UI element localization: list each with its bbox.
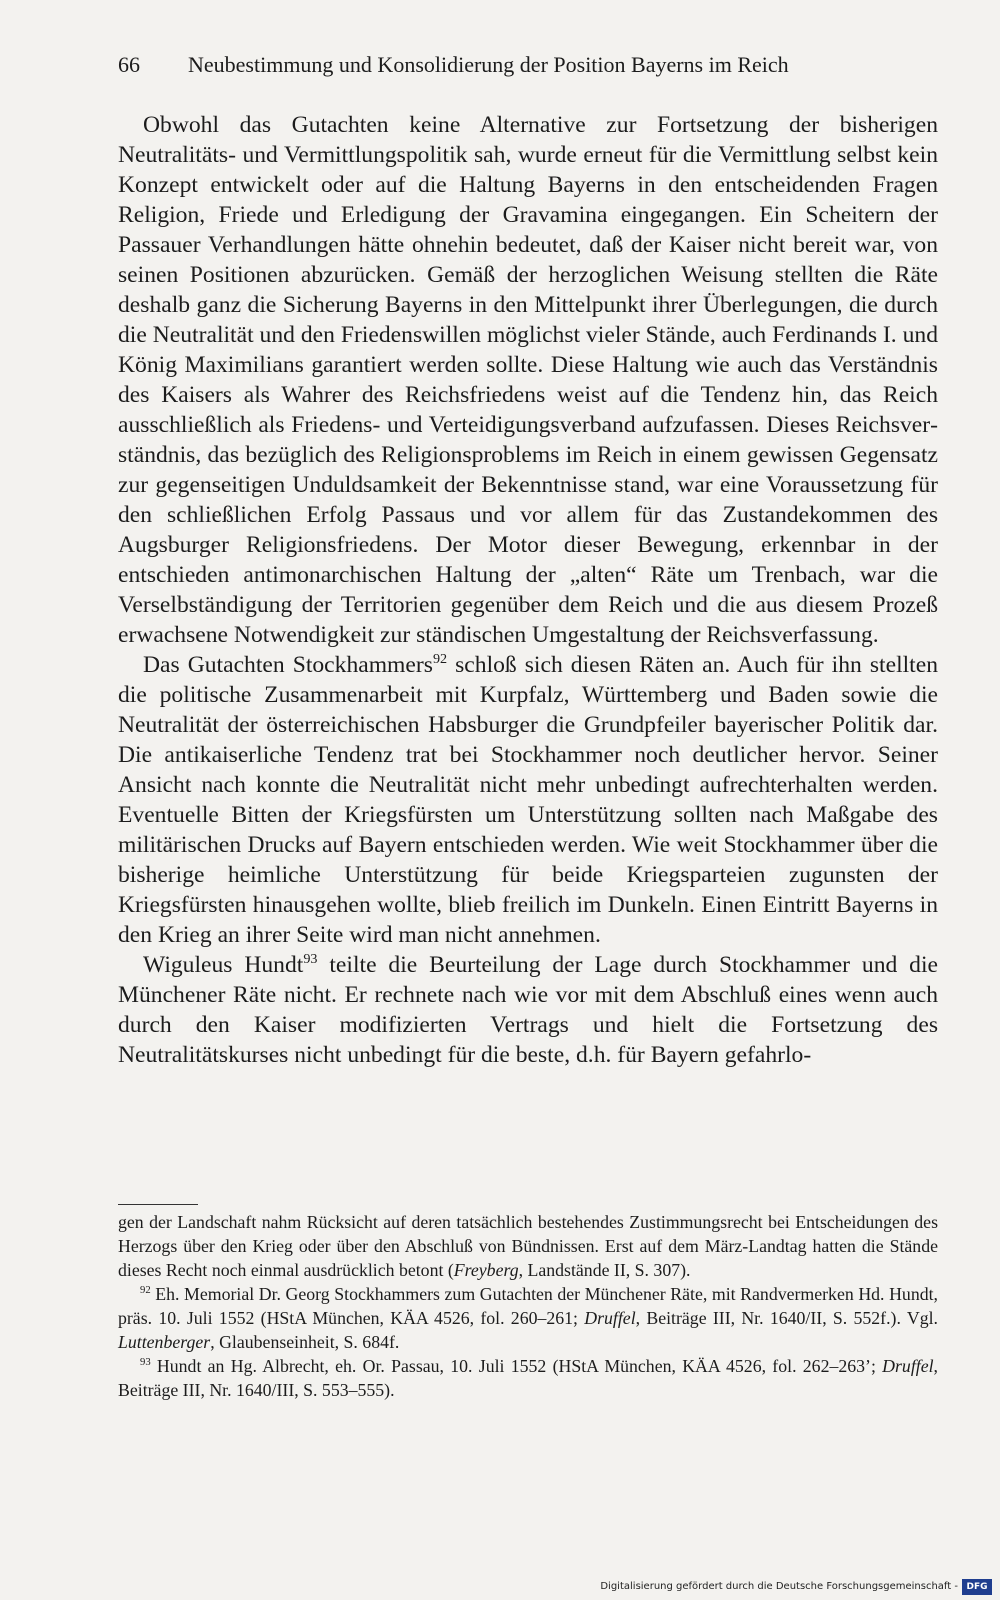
footnote-93 xyxy=(118,1354,938,1402)
footnote-92 xyxy=(118,1282,938,1354)
footnote-ref-93[interactable]: 93 xyxy=(303,951,318,968)
paragraph-3-rest: teilte die Beurteilung der Lage durch Stockhammer und die Münchener Räte nicht. Er rechnete nach wie vor mit dem Abschluß eines wenn auch durch den Kaiser modifizierten Vertrags und hielt die Fortsetzung des Neutralitätskurses nicht unbedingt für die beste, d.h. für Bayern gefahrlo- xyxy=(118,952,938,1068)
footnote-92-text-1: Eh. Memorial Dr. Georg Stockhammers zum Gutachten der Münchener Räte, mit Randvermerken Hd. Hundt, präs. 10. Juli 1552 (HStA München, KÄA 4526, fol. 260–261; xyxy=(118,1284,938,1328)
paragraph-2-start: Das Gutachten Stockhammers xyxy=(143,652,433,678)
footnote-continuation-text: gen der Landschaft nahm Rücksicht auf deren tatsächlich bestehendes Zustimmungsrecht bei Entscheidungen des Herzogs über den Krieg oder über den Abschluß von Bündnissen. Erst auf dem März-Landtag hatten die Stände dieses Recht noch einmal ausdrücklich betont ( xyxy=(118,1212,938,1280)
footnote-ref-92[interactable]: 92 xyxy=(432,651,448,668)
paragraph-3 xyxy=(118,950,938,1070)
paragraph-2-rest: schloß sich diesen Räten an. Auch für ihn stellten die politische Zusammenarbeit mit Kurpfalz, Württemberg und Baden sowie die Neutralität der österreichischen Habsburger die Grundpfeiler bayerischer Politik dar. Die antikaiserliche Tendenz trat bei Stockhammer noch deutlicher hervor. Seiner Ansicht nach konnte die Neutralität nicht mehr unbedingt aufrechterhalten werden. Eventuelle Bitten der Kriegsfürsten um Unterstützung sollten nach Maßgabe des militärischen Drucks auf Bayern entschieden werden. Wie weit Stockhammer über die bisherige heimliche Unterstützung für beide Kriegsparteien zugunsten der Kriegsfürsten hinausgehen wollte, blieb freilich im Dunkeln. Einen Eintritt Bayerns in den Krieg an ihrer Seite wird man nicht annehmen. xyxy=(118,652,939,948)
footnote-continuation-end: , Landstände II, S. 307). xyxy=(518,1260,691,1280)
footnote-92-text-3: , Glaubenseinheit, S. 684f. xyxy=(210,1332,400,1352)
footnote-92-text-2: , Beiträge III, Nr. 1640/II, S. 552f.). Vgl. xyxy=(635,1308,938,1328)
page-number: 66 xyxy=(118,52,140,77)
footnote-number-92: 92 xyxy=(140,1284,151,1297)
cited-author: Freyberg xyxy=(453,1260,519,1280)
cited-author: Druffel xyxy=(584,1308,636,1328)
paragraph-1: Obwohl das Gutachten keine Alternative zur Fortsetzung der bisherigen Neutralitäts- und Vermittlungspolitik sah, wurde erneut für die Vermittlung selbst kein Konzept entwickelt oder auf die Haltung Bayerns in den entscheidenden Fragen Religion, Friede und Erledigung der Gravamina eingegangen. Ein Scheitern der Passauer Verhandlungen hätte ohnehin bedeutet, daß der Kaiser nicht bereit war, von seinen Positionen abzurücken. Gemäß der herzoglichen Weisung stellten die Räte deshalb ganz die Sicherung Bayerns in den Mittelpunkt ihrer Überlegungen, die durch die Neutralität und den Friedenswillen möglichst vieler Stände, auch Ferdinands I. und König Maximilians garantiert werden sollte. Diese Haltung wie auch das Verständnis des Kaisers als Wahrer des Reichsfriedens weist auf die Tendenz hin, das Reich ausschließlich als Friedens- und Verteidigungsverband aufzufassen. Dieses Reichsverständnis, das bezüglich des Religionsproblems im Reich in einem gewissen Gegensatz zur gegenseitigen Unduldsamkeit der Bekenntnisse stand, war eine Voraussetzung für den schließlichen Erfolg Passaus und vor allem für das Zustandekommen des Augsburger Religionsfriedens. Der Motor dieser Bewegung, erkennbar in der entschieden antimonarchischen Haltung der „alten“ Räte um Trenbach, war die Verselbständigung der Territorien gegenüber dem Reich und die aus diesem Prozeß erwachsene Notwendigkeit zur ständischen Umgestaltung der Reichsverfassung. xyxy=(118,112,938,648)
paragraph-3-start: Wiguleus Hundt xyxy=(143,952,304,978)
cited-author: Luttenberger xyxy=(118,1332,211,1352)
footnote-93-text-1: Hundt an Hg. Albrecht, eh. Or. Passau, 10. Juli 1552 (HStA München, KÄA 4526, fol. 262–263’; xyxy=(150,1356,883,1376)
digitization-credit: Digitalisierung gefördert durch die Deutsche Forschungsgemeinschaft - xyxy=(600,1581,958,1592)
paragraph-2 xyxy=(118,650,938,950)
running-title: Neubestimmung und Konsolidierung der Position Bayerns im Reich xyxy=(188,52,789,77)
footnote-93-text-2: , Beiträge III, Nr. 1640/III, S. 553–555). xyxy=(118,1356,938,1400)
main-text xyxy=(118,110,938,1070)
footnote-continuation xyxy=(118,1210,938,1282)
dfg-logo: DFG xyxy=(962,1579,992,1595)
footnote-number-93: 93 xyxy=(140,1356,151,1369)
footnote-separator xyxy=(118,1204,198,1205)
footnotes xyxy=(118,1210,938,1402)
running-header xyxy=(118,50,866,80)
cited-author: Druffel xyxy=(882,1356,934,1376)
